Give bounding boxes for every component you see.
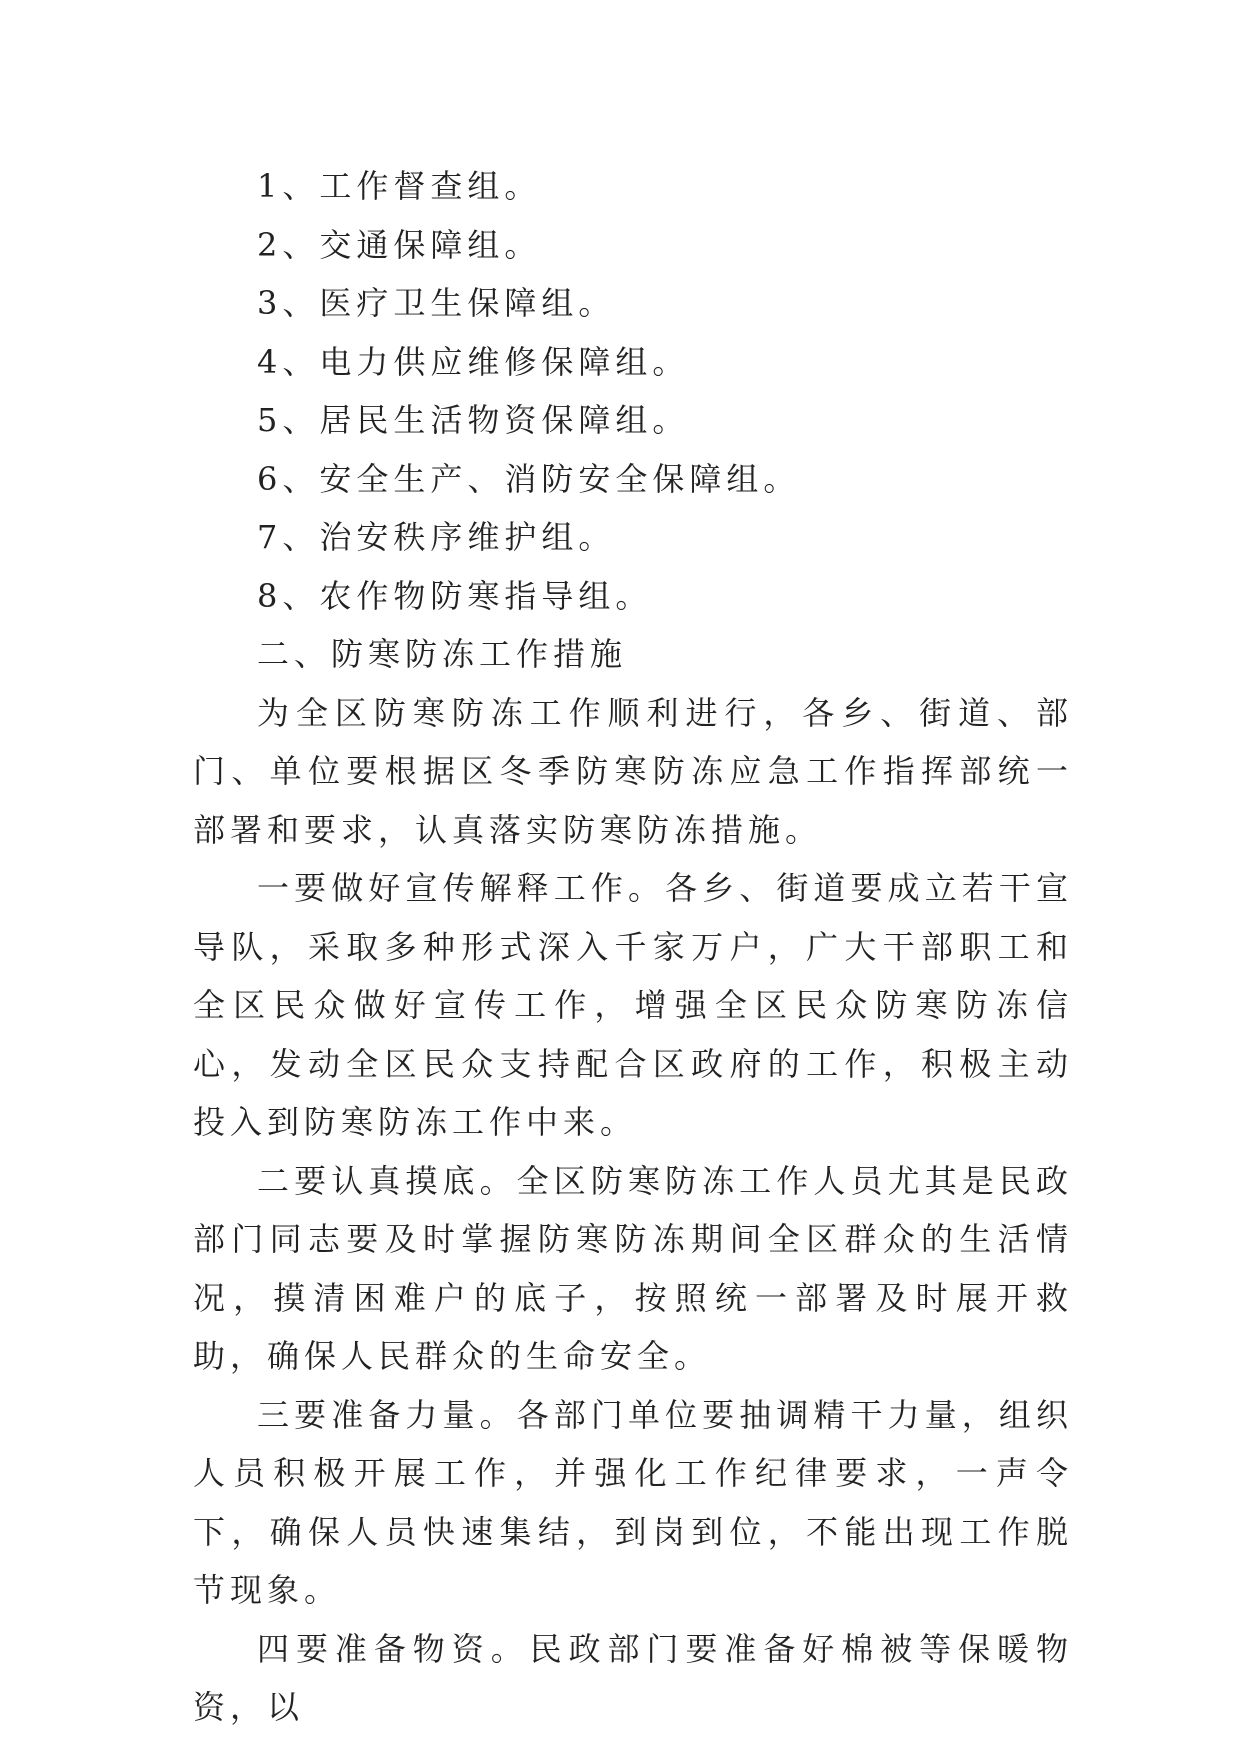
body-paragraph: 为全区防寒防冻工作顺利进行，各乡、街道、部门、单位要根据区冬季防寒防冻应急工作指挥部统一部署和要求，认真落实防寒防冻措施。	[193, 693, 1073, 849]
body-paragraph: 三要准备力量。各部门单位要抽调精干力量，组织人员积极开展工作，并强化工作纪律要求，一声令下，确保人员快速集结，到岗到位，不能出现工作脱节现象。	[193, 1395, 1073, 1609]
list-item: 1、工作督查组。	[257, 167, 542, 205]
body-paragraph: 二要认真摸底。全区防寒防冻工作人员尤其是民政部门同志要及时掌握防寒防冻期间全区群众的生活情况，摸清困难户的底子，按照统一部署及时展开救助，确保人民群众的生命安全。	[193, 1161, 1073, 1375]
list-item: 3、医疗卫生保障组。	[257, 284, 616, 322]
list-item: 8、农作物防寒指导组。	[257, 576, 653, 615]
list-item: 5、居民生活物资保障组。	[257, 401, 690, 439]
body-paragraph: 四要准备物资。民政部门要准备好棉被等保暖物资，以	[193, 1629, 1073, 1726]
body-paragraph: 一要做好宣传解释工作。各乡、街道要成立若干宣导队，采取多种形式深入千家万户，广大干部职工和全区民众做好宣传工作，增强全区民众防寒防冻信心，发动全区民众支持配合区政府的工作，积极主动投入到防寒防冻工作中来。	[193, 869, 1073, 1141]
document-body	[193, 157, 1073, 1737]
list-item: 2、交通保障组。	[257, 225, 542, 264]
list-item: 4、电力供应维修保障组。	[257, 342, 690, 381]
list-item: 6、安全生产、消防安全保障组。	[257, 459, 801, 498]
section-heading: 二、防寒防冻工作措施	[257, 635, 628, 673]
list-item: 7、治安秩序维护组。	[257, 518, 616, 556]
